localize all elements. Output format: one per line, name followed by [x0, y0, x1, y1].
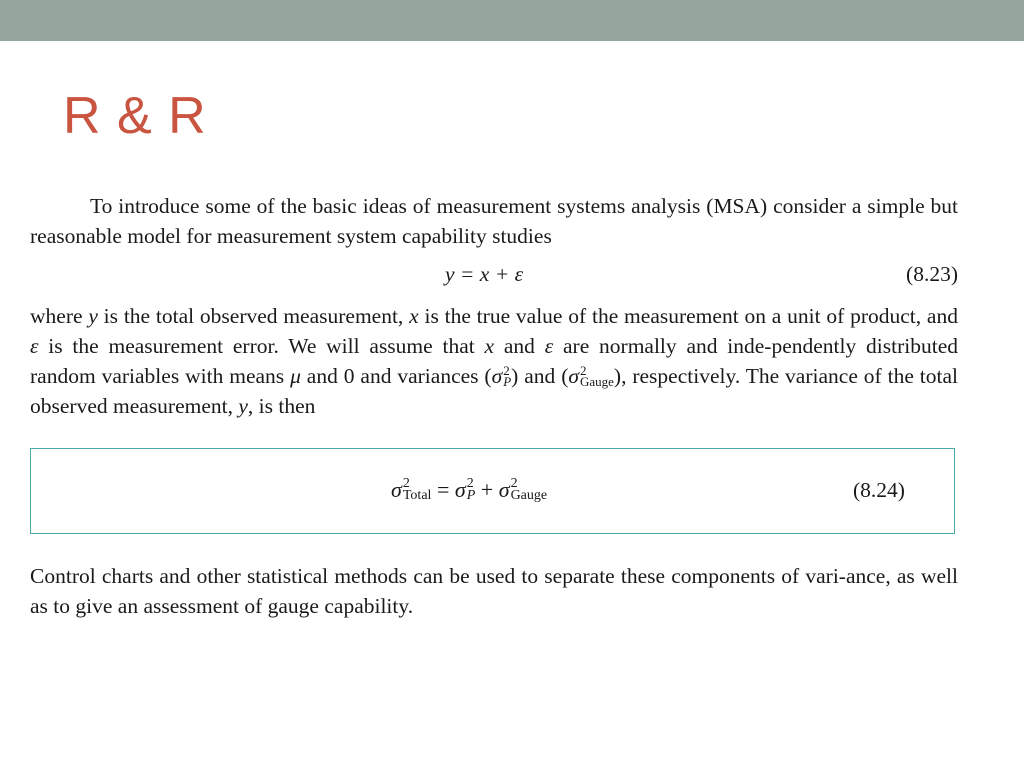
p2-text: is the measurement error. We will assume that	[38, 334, 485, 358]
conclusion-paragraph: Control charts and other statistical methods can be used to separate these components of vari-ance, as well as to give an assessment of gauge capability.	[30, 564, 958, 618]
subscript-p: P	[503, 374, 512, 390]
equation-8-23	[30, 259, 958, 289]
superscript-2: 2	[402, 475, 410, 491]
sigma-gauge-squared	[499, 475, 547, 505]
superscript-2: 2	[466, 475, 474, 491]
var-x: x	[484, 334, 495, 358]
var-epsilon: ε	[544, 334, 554, 358]
subscript-p: P	[466, 487, 476, 503]
var-y: y	[88, 304, 98, 328]
var-mu: μ	[290, 364, 301, 388]
eq1-rhs: = x + ε	[459, 262, 524, 286]
plus-sign: +	[475, 477, 499, 502]
var-epsilon: ε	[30, 334, 39, 358]
top-banner	[0, 0, 1024, 41]
p2-text: , is then	[247, 394, 316, 418]
sigma-symbol: σ	[498, 477, 510, 502]
eq1-lhs: y	[445, 262, 455, 286]
superscript-2: 2	[579, 363, 587, 379]
p2-text: and 0 and variances (	[300, 364, 492, 388]
p2-text: is the total observed measurement,	[97, 304, 410, 328]
equation-number-8-24: (8.24)	[853, 478, 905, 502]
sigma-total-squared	[391, 475, 431, 505]
slide-title: R & R	[63, 87, 207, 145]
sigma-gauge-squared	[568, 361, 614, 391]
var-y: y	[238, 394, 248, 418]
equation-8-23-body	[445, 259, 523, 289]
boxed-equation-8-24	[30, 448, 955, 534]
p2-text: ), respectively. The variance of the total observed measurement,	[30, 364, 958, 418]
p2-text: where	[30, 304, 89, 328]
subscript-total: Total	[402, 487, 432, 503]
sigma-p-squared	[455, 475, 475, 505]
intro-paragraph	[30, 191, 958, 251]
superscript-2: 2	[503, 363, 510, 379]
intro-line-1: To introduce some of the basic ideas of measurement systems analysis (MSA) consider	[90, 194, 846, 218]
equals-sign: =	[431, 477, 455, 502]
p2-text: are normally and inde-pendently distributed random variables with means	[30, 334, 959, 388]
equation-number-8-23: (8.23)	[906, 262, 958, 286]
sigma-symbol: σ	[568, 364, 579, 388]
p2-text: is the true value of the measurement on a unit of product, and	[418, 304, 958, 328]
var-x: x	[409, 304, 419, 328]
p2-text: ) and (	[511, 364, 569, 388]
sigma-p-squared	[492, 361, 512, 391]
sigma-symbol: σ	[454, 477, 466, 502]
subscript-gauge: Gauge	[510, 487, 548, 503]
sigma-symbol: σ	[391, 477, 402, 502]
intro-line-2: a simple but reasonable model for measurement system capability studies	[30, 194, 958, 248]
variance-equation	[391, 475, 547, 505]
p2-text: and	[494, 334, 545, 358]
model-paragraph	[30, 301, 958, 421]
subscript-gauge: Gauge	[579, 374, 614, 390]
sigma-symbol: σ	[491, 364, 503, 388]
superscript-2: 2	[510, 475, 518, 491]
